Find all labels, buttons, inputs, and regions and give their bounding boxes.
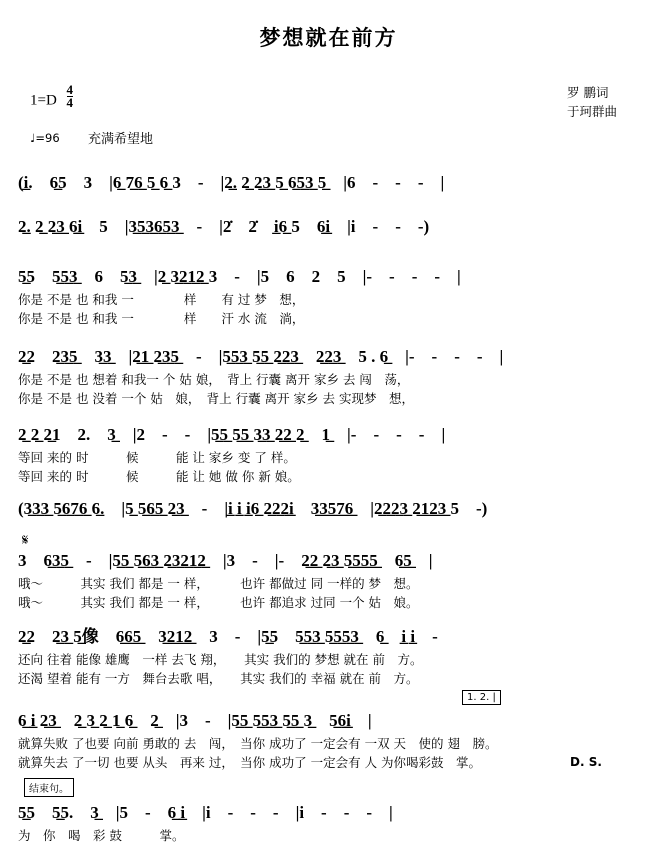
lyric-verse-2: 还渴 望着 能有 一方 舞台去歌 唱， 其实 我们的 幸福 就在 前 方。 xyxy=(18,671,419,686)
lyric-verse-1: 等回 来的 时 候 能 让 家乡 变 了 样。 xyxy=(18,450,296,465)
credits xyxy=(567,84,617,122)
notation-row: 2̲ 2̲ 2̲1 2. 3̲ |2 - - |5̲5̲ 5̲5̲ 3̲3̲ 2̲2̲ 2̲ 1̲ |- - - - | xyxy=(18,425,446,444)
key-signature xyxy=(30,84,73,110)
lyric-verse-1: 还向 往着 能像 雄鹰 一样 去飞 翔， 其实 我们的 梦想 就在 前 方。 xyxy=(18,652,423,667)
notation-row: 2̲. 2̲ 2̲3̲ 6̲i̲ 5 |3̲5̲3̲6̲5̲3̲ - |2̇ 2̇ i̲6̲ 5 6̲i̲ |i - - -) xyxy=(18,217,430,236)
tempo-marking: ♩=96 xyxy=(30,131,60,145)
time-signature-denominator: 4 xyxy=(66,94,74,110)
notation-row: 5̲5 5̲5. 3̲ |5 - 6̲ i̲ |i - - - |i - - - | xyxy=(18,803,393,822)
dal-segno-mark: D. S. xyxy=(570,755,602,769)
time-signature xyxy=(67,84,74,108)
lyricist-credit: 罗 鹏词 xyxy=(566,85,609,100)
ending-bracket-label: 1. 2. | xyxy=(462,690,501,705)
music-system-4 xyxy=(18,342,643,407)
time-signature-numerator: 4 xyxy=(66,82,74,97)
lyric-verse-2: 等回 来的 时 候 能 让 她 做 你 新 娘。 xyxy=(18,469,300,484)
lyric-verse-1: 哦～ 其实 我们 都是 一 样， 也许 都做过 同 一样的 梦 想。 xyxy=(18,576,419,591)
music-system-5 xyxy=(18,420,643,485)
music-system-6 xyxy=(18,494,643,519)
notation-row: (3̲3̲3̲ 5̲6̲7̲6̲ 6̲. |5̲ 5̲6̲5̲ 2̲3̲ - |i̲ i̲ i̲6̲ 2̲2̲2̲i̲ 3̲3̲5̲7̲6̲ |2̲2̲2̲3̲ 2̲1̲2̲3̲ 5 -) xyxy=(18,499,488,518)
lyric-verse-2: 就算失去 了一切 也要 从头 再来 过， 当你 成功了 一定会有 人 为你喝彩鼓 掌。 xyxy=(18,755,482,770)
lyric-verse-1: 你是 不是 也 想着 和我一 个 姑 娘， 背上 行囊 离开 家乡 去 闯 荡， xyxy=(18,372,410,387)
notation-row: 2̲2 2̲3̲5̲ 3̲3̲ |2̲1̲ 2̲3̲5̲ - |5̲5̲3̲ 5̲5̲ 2̲2̲3̲ 2̲2̲3̲ 5 . 6̲ |- - - - | xyxy=(18,347,504,366)
music-system-8 xyxy=(18,622,643,687)
lyric-verse-2: 你是 不是 也 没着 一个 姑 娘， 背上 行囊 离开 家乡 去 实现梦 想， xyxy=(18,391,414,406)
expression-marking: 充满希望地 xyxy=(88,132,154,147)
notation-row: 2̲2 2̲3̲ 5̲像 6̲6̲5̲ 3̲2̲1̲2̲ 3 - |5̲5 5̲5̲3̲ 5̲5̲5̲3̲ 6̲ i̲ i̲ - xyxy=(18,627,438,646)
music-system-2 xyxy=(18,212,643,237)
music-system-9 xyxy=(18,706,643,771)
page-title: 梦想就在前方 xyxy=(259,26,398,50)
lyric-verse-1: 为 你 喝 彩 鼓 掌。 xyxy=(18,828,185,843)
notation-row: 5̲5 5̲5̲3̲ 6 5̲3̲ |2̲ 3̲2̲1̲2̲ 3 - |5 6 2 5 |- - - - | xyxy=(18,267,461,286)
lyric-verse-1: 你是 不是 也 和我 一 样 有 过 梦 想， xyxy=(18,292,305,307)
lyric-verse-2: 你是 不是 也 和我 一 样 汗 水 流 淌， xyxy=(18,311,305,326)
music-system-3 xyxy=(18,262,643,327)
music-system-10 xyxy=(18,798,643,844)
notation-row: (i̲. 6̲5 3 |6̲ 7̲6̲ 5̲ 6̲ 3 - |2̲. 2̲ 2̲3̲ 5̲ 6̲5̲3̲ 5̲ |6 - - - | xyxy=(18,173,445,192)
composer-credit: 于珂群曲 xyxy=(566,103,617,119)
music-system-1 xyxy=(18,168,643,193)
key-label: 1=D xyxy=(30,92,57,109)
lyric-verse-1: 就算失败 了也要 向前 勇敢的 去 闯， 当你 成功了 一定会有 一双 天 使的 翅 膀。 xyxy=(18,736,498,751)
lyric-verse-2: 哦～ 其实 我们 都是 一 样， 也许 都追求 过同 一个 姑 娘。 xyxy=(18,595,419,610)
notation-row: 6̲ i̲ 2̲3̲ 2̲ 3̲ 2̲ 1̲ 6̲ 2̲ |3 - |5̲5̲ 5̲5̲3̲ 5̲5̲ 3̲ 5̲6̲i̲ | xyxy=(18,711,372,730)
coda-label: 结束句。 xyxy=(24,778,74,797)
segno-icon: 𝄋 xyxy=(22,533,29,549)
notation-row: 3 6̲3̲5̲ - |5̲5̲ 5̲6̲3̲ 2̲3̲2̲1̲2̲ |3 - |- 2̲2̲ 2̲3̲ 5̲5̲5̲5̲ 6̲5̲ | xyxy=(18,551,433,570)
music-system-7 xyxy=(18,546,643,611)
